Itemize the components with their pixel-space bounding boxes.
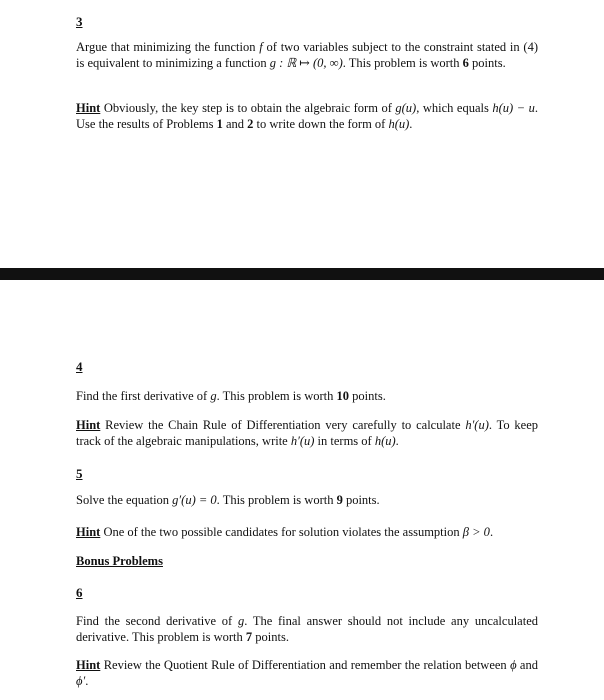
problem-3-statement: Argue that minimizing the function f of two variables subject to the constraint stated in (4) is equivalent to minimizing a function g : ℝ ↦ (0, ∞). This problem is worth 6 points. bbox=[76, 40, 538, 70]
problem-5-hint: Hint One of the two possible candidates for solution violates the assumption β > 0. bbox=[76, 525, 494, 539]
problem-4-number: 4 bbox=[76, 359, 83, 374]
problem-3-number: 3 bbox=[76, 14, 83, 29]
hint-label: Hint bbox=[76, 418, 101, 432]
hint-label: Hint bbox=[76, 101, 101, 115]
problem-5-number: 5 bbox=[76, 466, 83, 481]
problem-4-hint: Hint Review the Chain Rule of Differentiation very carefully to calculate h′(u). To keep track of the algebraic manipulations, write h′(u) in terms of h(u). bbox=[76, 418, 538, 448]
page-top bbox=[0, 0, 604, 268]
problem-6-hint: Hint Review the Quotient Rule of Differentiation and remember the relation between ϕ and ϕ′. bbox=[76, 658, 538, 688]
problem-6-number: 6 bbox=[76, 585, 83, 600]
page-bottom bbox=[0, 280, 604, 700]
hint-label: Hint bbox=[76, 658, 101, 672]
hint-label: Hint bbox=[76, 525, 101, 539]
problem-6-statement: Find the second derivative of g. The final answer should not include any uncalculated derivative. This problem is worth 7 points. bbox=[76, 614, 538, 644]
problem-3-hint: Hint Obviously, the key step is to obtain the algebraic form of g(u), which equals h(u) − u. Use the results of Problems 1 and 2 to write down the form of h(u). bbox=[76, 101, 538, 131]
problem-5-statement: Solve the equation g′(u) = 0. This problem is worth 9 points. bbox=[76, 493, 380, 507]
problem-4-statement: Find the first derivative of g. This problem is worth 10 points. bbox=[76, 389, 386, 403]
page-divider bbox=[0, 268, 604, 280]
bonus-problems-heading: Bonus Problems bbox=[76, 554, 163, 568]
